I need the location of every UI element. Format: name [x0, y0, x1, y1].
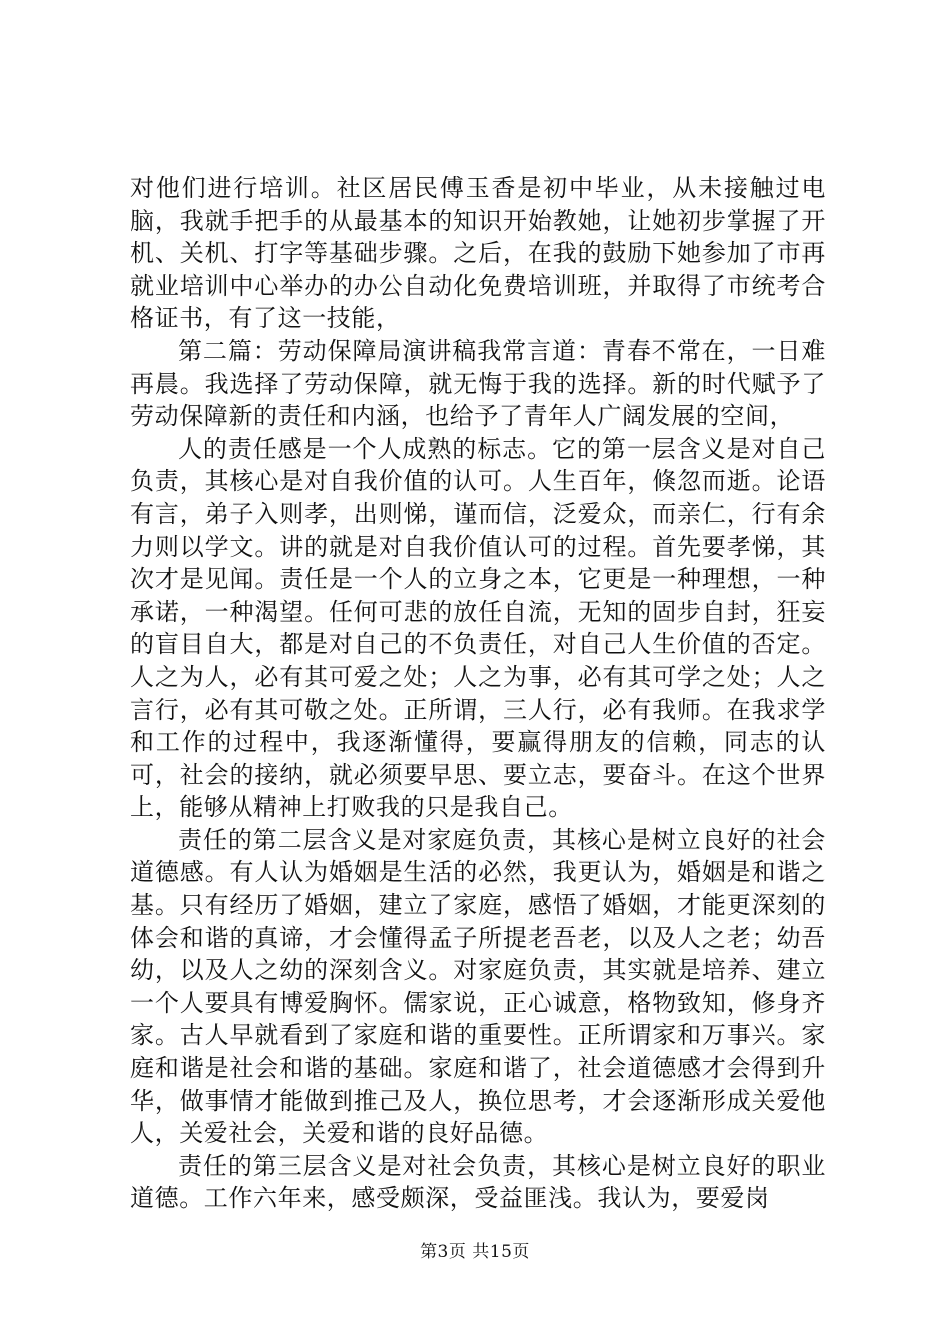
paragraph-5: 责任的第三层含义是对社会负责，其核心是树立良好的职业道德。工作六年来，感受颇深，受益匪浅。我认为，要爱岗 [130, 1151, 826, 1213]
paragraph-3: 人的责任感是一个人成熟的标志。它的第一层含义是对自己负责，其核心是对自我价值的认可。人生百年，倏忽而逝。论语有言，弟子入则孝，出则悌，谨而信，泛爱众，而亲仁，行有余力则以学文。讲的就是对自我价值认可的过程。首先要孝悌，其次才是见闻。责任是一个人的立身之本，它更是一种理想，一种承诺，一种渴望。任何可悲的放任自流，无知的固步自封，狂妄的盲目自大，都是对自己的不负责任，对自己人生价值的否定。人之为人，必有其可爱之处；人之为事，必有其可学之处；人之言行，必有其可敬之处。正所谓，三人行，必有我师。在我求学和工作的过程中，我逐渐懂得，要赢得朋友的信赖，同志的认可，社会的接纳，就必须要早思、要立志，要奋斗。在这个世界上，能够从精神上打败我的只是我自己。 [130, 434, 826, 822]
paragraph-1: 对他们进行培训。社区居民傅玉香是初中毕业，从未接触过电脑，我就手把手的从最基本的知识开始教她，让她初步掌握了开机、关机、打字等基础步骤。之后，在我的鼓励下她参加了市再就业培训中心举办的办公自动化免费培训班，并取得了市统考合格证书，有了这一技能， [130, 174, 826, 333]
paragraph-2: 第二篇：劳动保障局演讲稿我常言道：青春不常在，一日难再晨。我选择了劳动保障，就无悔于我的选择。新的时代赋予了劳动保障新的责任和内涵，也给予了青年人广阔发展的空间， [130, 336, 826, 431]
document-body [130, 172, 826, 1215]
page-total: 共15页 [472, 1242, 530, 1262]
page-number: 第3页 [420, 1242, 467, 1262]
page-footer [0, 1241, 950, 1263]
paragraph-4: 责任的第二层含义是对家庭负责，其核心是树立良好的社会道德感。有人认为婚姻是生活的必然，我更认为，婚姻是和谐之基。只有经历了婚姻，建立了家庭，感悟了婚姻，才能更深刻的体会和谐的真谛，才会懂得孟子所提老吾老，以及人之老；幼吾幼，以及人之幼的深刻含义。对家庭负责，其实就是培养、建立一个人要具有博爱胸怀。儒家说，正心诚意，格物致知，修身齐家。古人早就看到了家庭和谐的重要性。正所谓家和万事兴。家庭和谐是社会和谐的基础。家庭和谐了，社会道德感才会得到升华，做事情才能做到推己及人，换位思考，才会逐渐形成关爱他人，关爱社会，关爱和谐的良好品德。 [130, 825, 826, 1148]
